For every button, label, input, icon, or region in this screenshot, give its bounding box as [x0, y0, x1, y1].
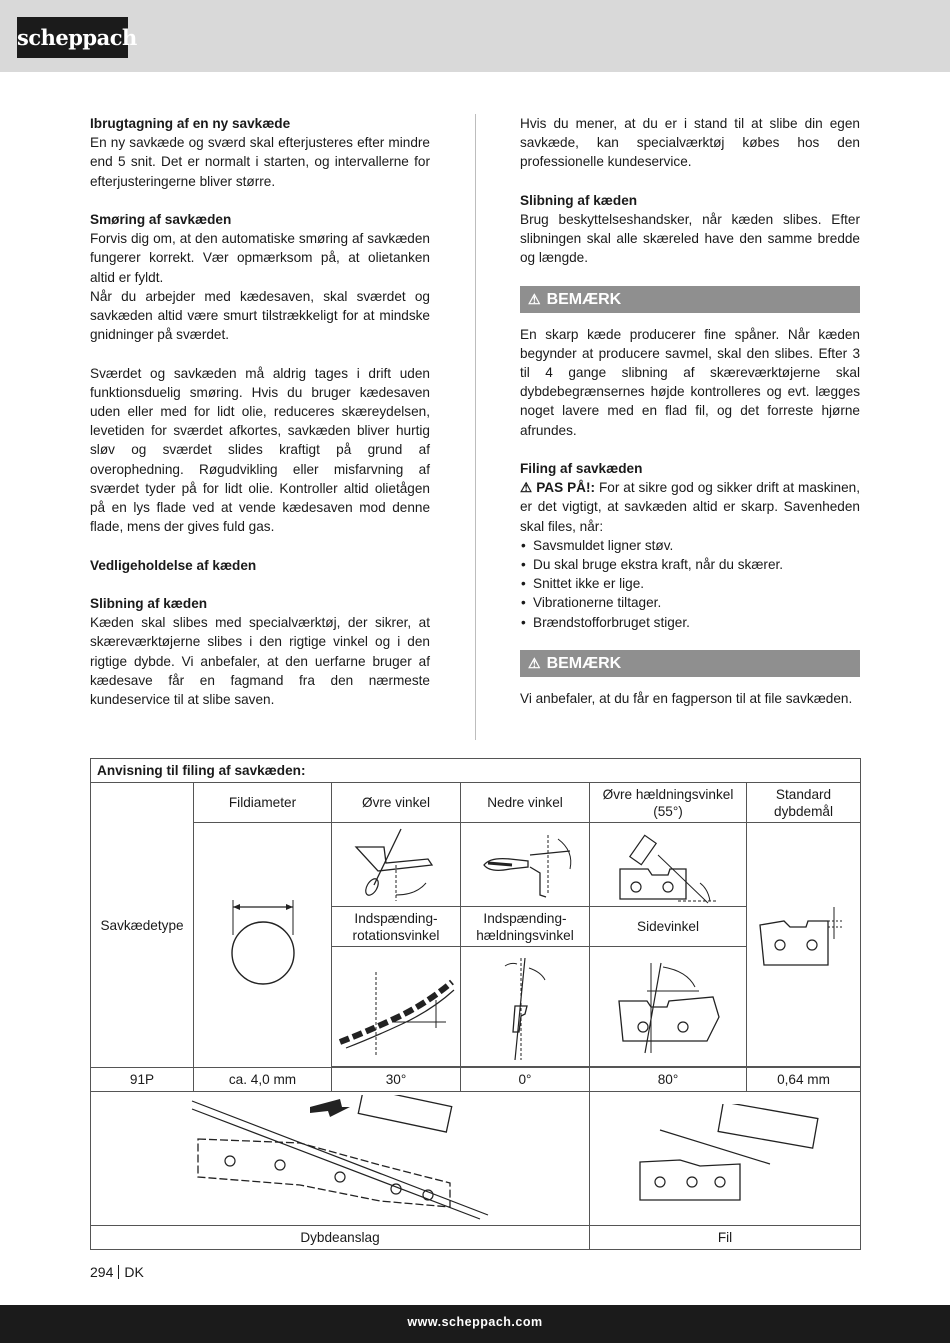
header-side-angle: Sidevinkel: [590, 907, 747, 947]
warning-triangle-icon: ⚠: [528, 290, 541, 307]
value-file-diameter: ca. 4,0 mm: [194, 1068, 332, 1092]
value-angle-0: 0°: [461, 1068, 590, 1092]
filing-bullet-list: [520, 536, 860, 632]
sharpening-text: Kæden skal slibes med specialværktøj, der sikrer, at skæreværktøjerne slibes i den rigtige vinkel og i den rigtige dybde. Vi anbefaler, at den uerfarne bruger af kædesave får en fagmand fra den nærmeste kundeservice til at slibe saven.: [90, 615, 430, 708]
header-clamp-rotation: Indspænding-rotationsvinkel: [332, 907, 461, 947]
intro-text: Hvis du mener, at du er i stand til at slibe din egen savkæde, kan specialværktøj købes hos den professionelle kundeservice.: [520, 116, 860, 170]
new-chain-heading: Ibrugtagning af en ny savkæde: [90, 116, 291, 131]
clamp-rotation-diagram: [332, 947, 461, 1067]
depth-gauge-illustration: [91, 1092, 590, 1226]
header-clamp-tilt: Indspænding-hældningsvinkel: [461, 907, 590, 947]
upper-angle-diagram: [332, 823, 461, 907]
header-bar: [0, 0, 950, 72]
note-text-1: En skarp kæde producerer fine spåner. Når kæden begynder at producere savmel, skal den slibes. Efter 3 til 4 gange slibning af skæreværktøjerne skal dybdebegrænsernes højde kontrolleres og evt. lægges noget lavere med en flad fil, og det forreste hjørne afrundes.: [520, 326, 860, 438]
file-diameter-diagram: [194, 823, 332, 1068]
header-upper-angle: Øvre vinkel: [332, 783, 461, 823]
brand-logo: scheppach: [17, 17, 128, 58]
value-angle-80: 80°: [590, 1068, 747, 1092]
row-label-chain-type: Savkædetype: [91, 783, 194, 1068]
label-file: Fil: [590, 1226, 861, 1250]
lower-angle-diagram: [461, 823, 590, 907]
label-depth-gauge: Dybdeanslag: [91, 1226, 590, 1250]
upper-tilt-diagram: [590, 823, 747, 907]
lubrication-text-3: Sværdet og savkæden må aldrig tages i drift uden funktionsduelig smøring. Hvis du bruger kædesaven uden eller med for lidt olie, reduceres skæreydelsen, levetiden for sværdet afkortes, savkæden bliver hurtig sløv og sværdet slides kraftigt på grund af overophedning. Røgudvikling eller misfarvning af sværdet tyder på for lidt olie. Kontroller altid olietågen på en lys flade ved at vende kædesaven mod denne flade, mens der gives fuld gas.: [90, 365, 430, 535]
footer-bar: [0, 1305, 950, 1343]
sharpening-heading-right: Slibning af kæden: [520, 192, 638, 208]
note-bar-2: [520, 650, 860, 677]
table-title: Anvisning til filing af savkæden:: [91, 759, 861, 783]
filing-warning-label: PAS PÅ!:: [536, 480, 596, 496]
page-number-value: 294: [90, 1264, 114, 1280]
header-upper-tilt: Øvre hældningsvinkel (55°): [590, 783, 747, 823]
sharpening-heading: Slibning af kæden: [90, 596, 208, 612]
sharpening-text-right: Brug beskyttelseshandsker, når kæden slibes. Efter slibningen skal alle skæreled have den samme bredde og længde.: [520, 212, 860, 266]
header-depth: Standard dybdemål: [747, 783, 861, 823]
header-file-diameter: Fildiameter: [194, 783, 332, 823]
header-lower-angle: Nedre vinkel: [461, 783, 590, 823]
warning-triangle-icon: ⚠: [520, 480, 537, 496]
file-illustration: [590, 1092, 861, 1226]
list-item: • Vibrationerne tiltager.: [520, 593, 860, 612]
filing-heading: Filing af savkæden: [520, 461, 643, 477]
list-item: • Savsmuldet ligner støv.: [520, 536, 860, 555]
lubrication-heading: Smøring af savkæden: [90, 212, 232, 227]
value-angle-30: 30°: [332, 1068, 461, 1092]
filing-paragraph: [520, 478, 860, 536]
page-number: [90, 1264, 144, 1280]
filing-warning: [520, 480, 595, 495]
note-title-2: BEMÆRK: [546, 654, 622, 672]
clamp-tilt-diagram: [461, 947, 590, 1067]
lubrication-text-1: Forvis dig om, at den automatiske smøring af savkæden fungerer korrekt. Vær opmærksom på, at olietanken altid er fyldt.: [90, 231, 430, 285]
filing-text: For at sikre god og sikker drift at maskinen, er det vigtigt, at savkæden altid er skarp. Savenheden skal files, når:: [520, 480, 860, 534]
list-item: • Du skal bruge ekstra kraft, når du skærer.: [520, 555, 860, 574]
filing-table: [90, 758, 861, 1250]
left-column: [90, 114, 430, 709]
website-link[interactable]: www.scheppach.com: [407, 1315, 543, 1329]
list-item: • Brændstofforbruget stiger.: [520, 613, 860, 632]
note-bar-1: [520, 286, 860, 313]
value-depth: 0,64 mm: [747, 1068, 861, 1092]
right-column: [520, 114, 860, 708]
depth-gauge-diagram: [747, 823, 861, 1067]
side-angle-diagram: [590, 947, 747, 1067]
list-item: • Snittet ikke er lige.: [520, 574, 860, 593]
note-text-2: Vi anbefaler, at du får en fagperson til at file savkæden.: [520, 690, 853, 706]
maintenance-heading: Vedligeholdelse af kæden: [90, 557, 257, 573]
note-title-1: BEMÆRK: [546, 290, 622, 308]
warning-triangle-icon: ⚠: [528, 654, 541, 671]
lubrication-text-2: Når du arbejder med kædesaven, skal sværdet og savkæden altid være smurt tilstrækkeligt for at mindske gnidninger på sværdet.: [90, 288, 430, 343]
value-chain-type: 91P: [91, 1068, 194, 1092]
page-language: DK: [124, 1264, 144, 1280]
new-chain-text: En ny savkæde og sværd skal efterjusteres efter mindre end 5 snit. Det er normalt i starten, og intervallerne for efterjusteringerne bliver større.: [90, 135, 430, 189]
column-divider: [475, 114, 476, 740]
page-number-separator: [118, 1265, 119, 1279]
